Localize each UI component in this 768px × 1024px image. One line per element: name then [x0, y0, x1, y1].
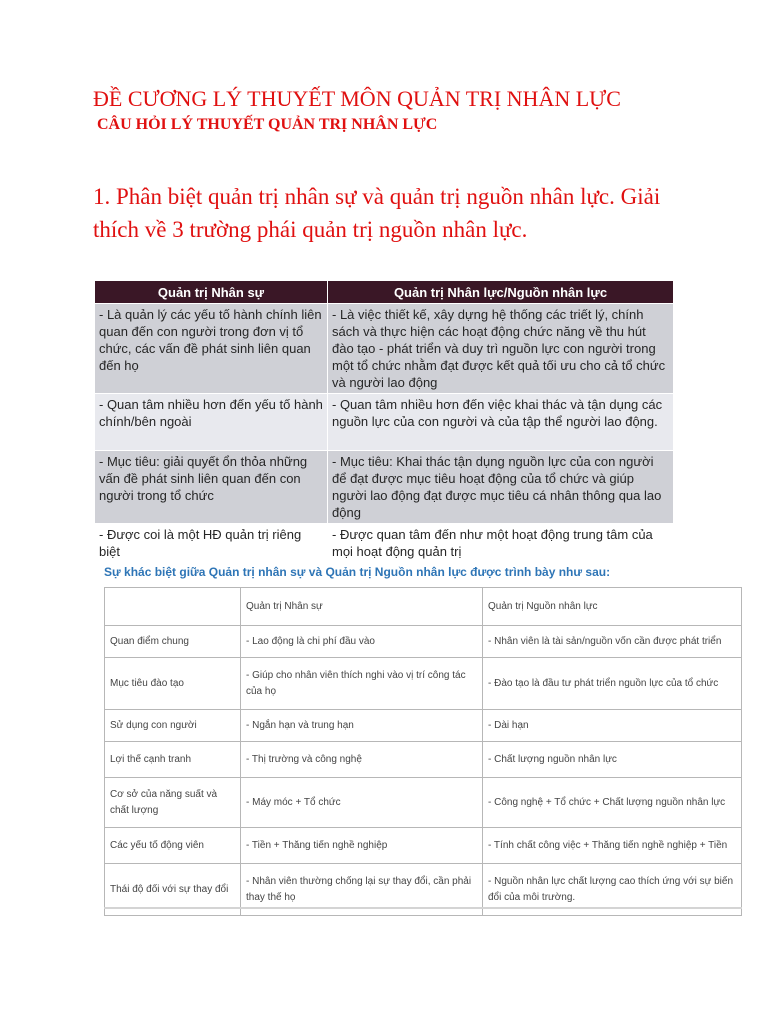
table-cell: - Đào tạo là đầu tư phát triển nguồn lực của tổ chức — [483, 658, 742, 710]
table-cell: - Lao động là chi phí đầu vào — [241, 626, 483, 658]
table-cell: - Nhân viên là tài sản/nguồn vốn cần được phát triển — [483, 626, 742, 658]
table-header-cell: Quản trị Nhân sự — [95, 281, 328, 304]
table-cell: - Tiền + Thăng tiến nghề nghiệp — [241, 828, 483, 864]
table-cell: - Máy móc + Tổ chức — [241, 778, 483, 828]
table-cell: - Tính chất công việc + Thăng tiến nghề nghiệp + Tiền — [483, 828, 742, 864]
table-row — [105, 626, 742, 658]
table-cell: Mục tiêu đào tạo — [105, 658, 241, 710]
table-cell: - Mục tiêu: giải quyết ổn thỏa những vấn đề phát sinh liên quan đến con người trong tổ chức — [95, 451, 328, 524]
table-cell: - Công nghệ + Tổ chức + Chất lượng nguồn nhân lực — [483, 778, 742, 828]
table-cell: - Mục tiêu: Khai thác tận dụng nguồn lực của con người để đạt được mục tiêu hoạt động của tổ chức và giúp người lao động đạt được mục tiêu cá nhân thông qua lao động — [328, 451, 674, 524]
table-cell: Quan điểm chung — [105, 626, 241, 658]
table-header-cell: Quản trị Nhân lực/Nguồn nhân lực — [328, 281, 674, 304]
table-bottom-divider — [104, 907, 742, 909]
comparison-table-2 — [104, 587, 742, 916]
table-cell: - Là việc thiết kế, xây dựng hệ thống các triết lý, chính sách và thực hiện các hoạt động chức năng về thu hút đào tạo - phát triển và duy trì nguồn lực con người trong một tổ chức nhằm đạt được kết quả tối ưu cho cả tổ chức và người lao động — [328, 304, 674, 394]
table-cell: - Nguồn nhân lực chất lượng cao thích ứng với sự biến đổi của môi trường. — [483, 864, 742, 916]
table-cell: - Thị trường và công nghệ — [241, 742, 483, 778]
table-row — [105, 778, 742, 828]
comparison-table-1 — [95, 281, 673, 564]
table-cell: Cơ sở của năng suất và chất lượng — [105, 778, 241, 828]
document-title: ĐỀ CƯƠNG LÝ THUYẾT MÔN QUẢN TRỊ NHÂN LỰC — [93, 86, 621, 111]
table-header-row — [95, 281, 673, 304]
table-cell: - Quan tâm nhiều hơn đến việc khai thác và tận dụng các nguồn lực của con người và của tập thể người lao động. — [328, 394, 674, 451]
table-header-cell — [105, 588, 241, 626]
table-row — [105, 742, 742, 778]
table-row — [95, 304, 673, 394]
table-cell: Thái độ đối với sự thay đổi — [105, 864, 241, 916]
table-row — [105, 710, 742, 742]
table-cell: Các yếu tố động viên — [105, 828, 241, 864]
table-cell: Lợi thế cạnh tranh — [105, 742, 241, 778]
table-row — [95, 451, 673, 524]
table-row — [105, 828, 742, 864]
table-caption: Sự khác biệt giữa Quản trị nhân sự và Quản trị Nguồn nhân lực được trình bày như sau: — [104, 565, 611, 579]
table-row — [95, 524, 673, 565]
table-cell: - Chất lượng nguồn nhân lực — [483, 742, 742, 778]
table-cell: - Nhân viên thường chống lại sự thay đổi, cần phải thay thế họ — [241, 864, 483, 916]
document-subtitle: CÂU HỎI LÝ THUYẾT QUẢN TRỊ NHÂN LỰC — [97, 116, 438, 133]
table-cell: - Ngắn hạn và trung hạn — [241, 710, 483, 742]
table-cell: - Dài hạn — [483, 710, 742, 742]
question-heading: 1. Phân biệt quản trị nhân sự và quản trị nguồn nhân lực. Giải thích về 3 trường phái quản trị nguồn nhân lực. — [93, 184, 661, 242]
table-header-row — [105, 588, 742, 626]
table-row — [95, 394, 673, 451]
table-header-cell: Quản trị Nguồn nhân lực — [483, 588, 742, 626]
table-row — [105, 658, 742, 710]
table-cell: - Được coi là một HĐ quản trị riêng biệt — [95, 524, 328, 565]
table-cell: Sử dụng con người — [105, 710, 241, 742]
table-header-cell: Quản trị Nhân sự — [241, 588, 483, 626]
table-cell: - Là quản lý các yếu tố hành chính liên quan đến con người trong đơn vị tổ chức, các vấn đề phát sinh liên quan đến họ — [95, 304, 328, 394]
table-cell: - Được quan tâm đến như một hoạt động trung tâm của mọi hoạt động quản trị — [328, 524, 674, 565]
table-cell: - Quan tâm nhiều hơn đến yếu tố hành chính/bên ngoài — [95, 394, 328, 451]
table-cell: - Giúp cho nhân viên thích nghi vào vị trí công tác của họ — [241, 658, 483, 710]
